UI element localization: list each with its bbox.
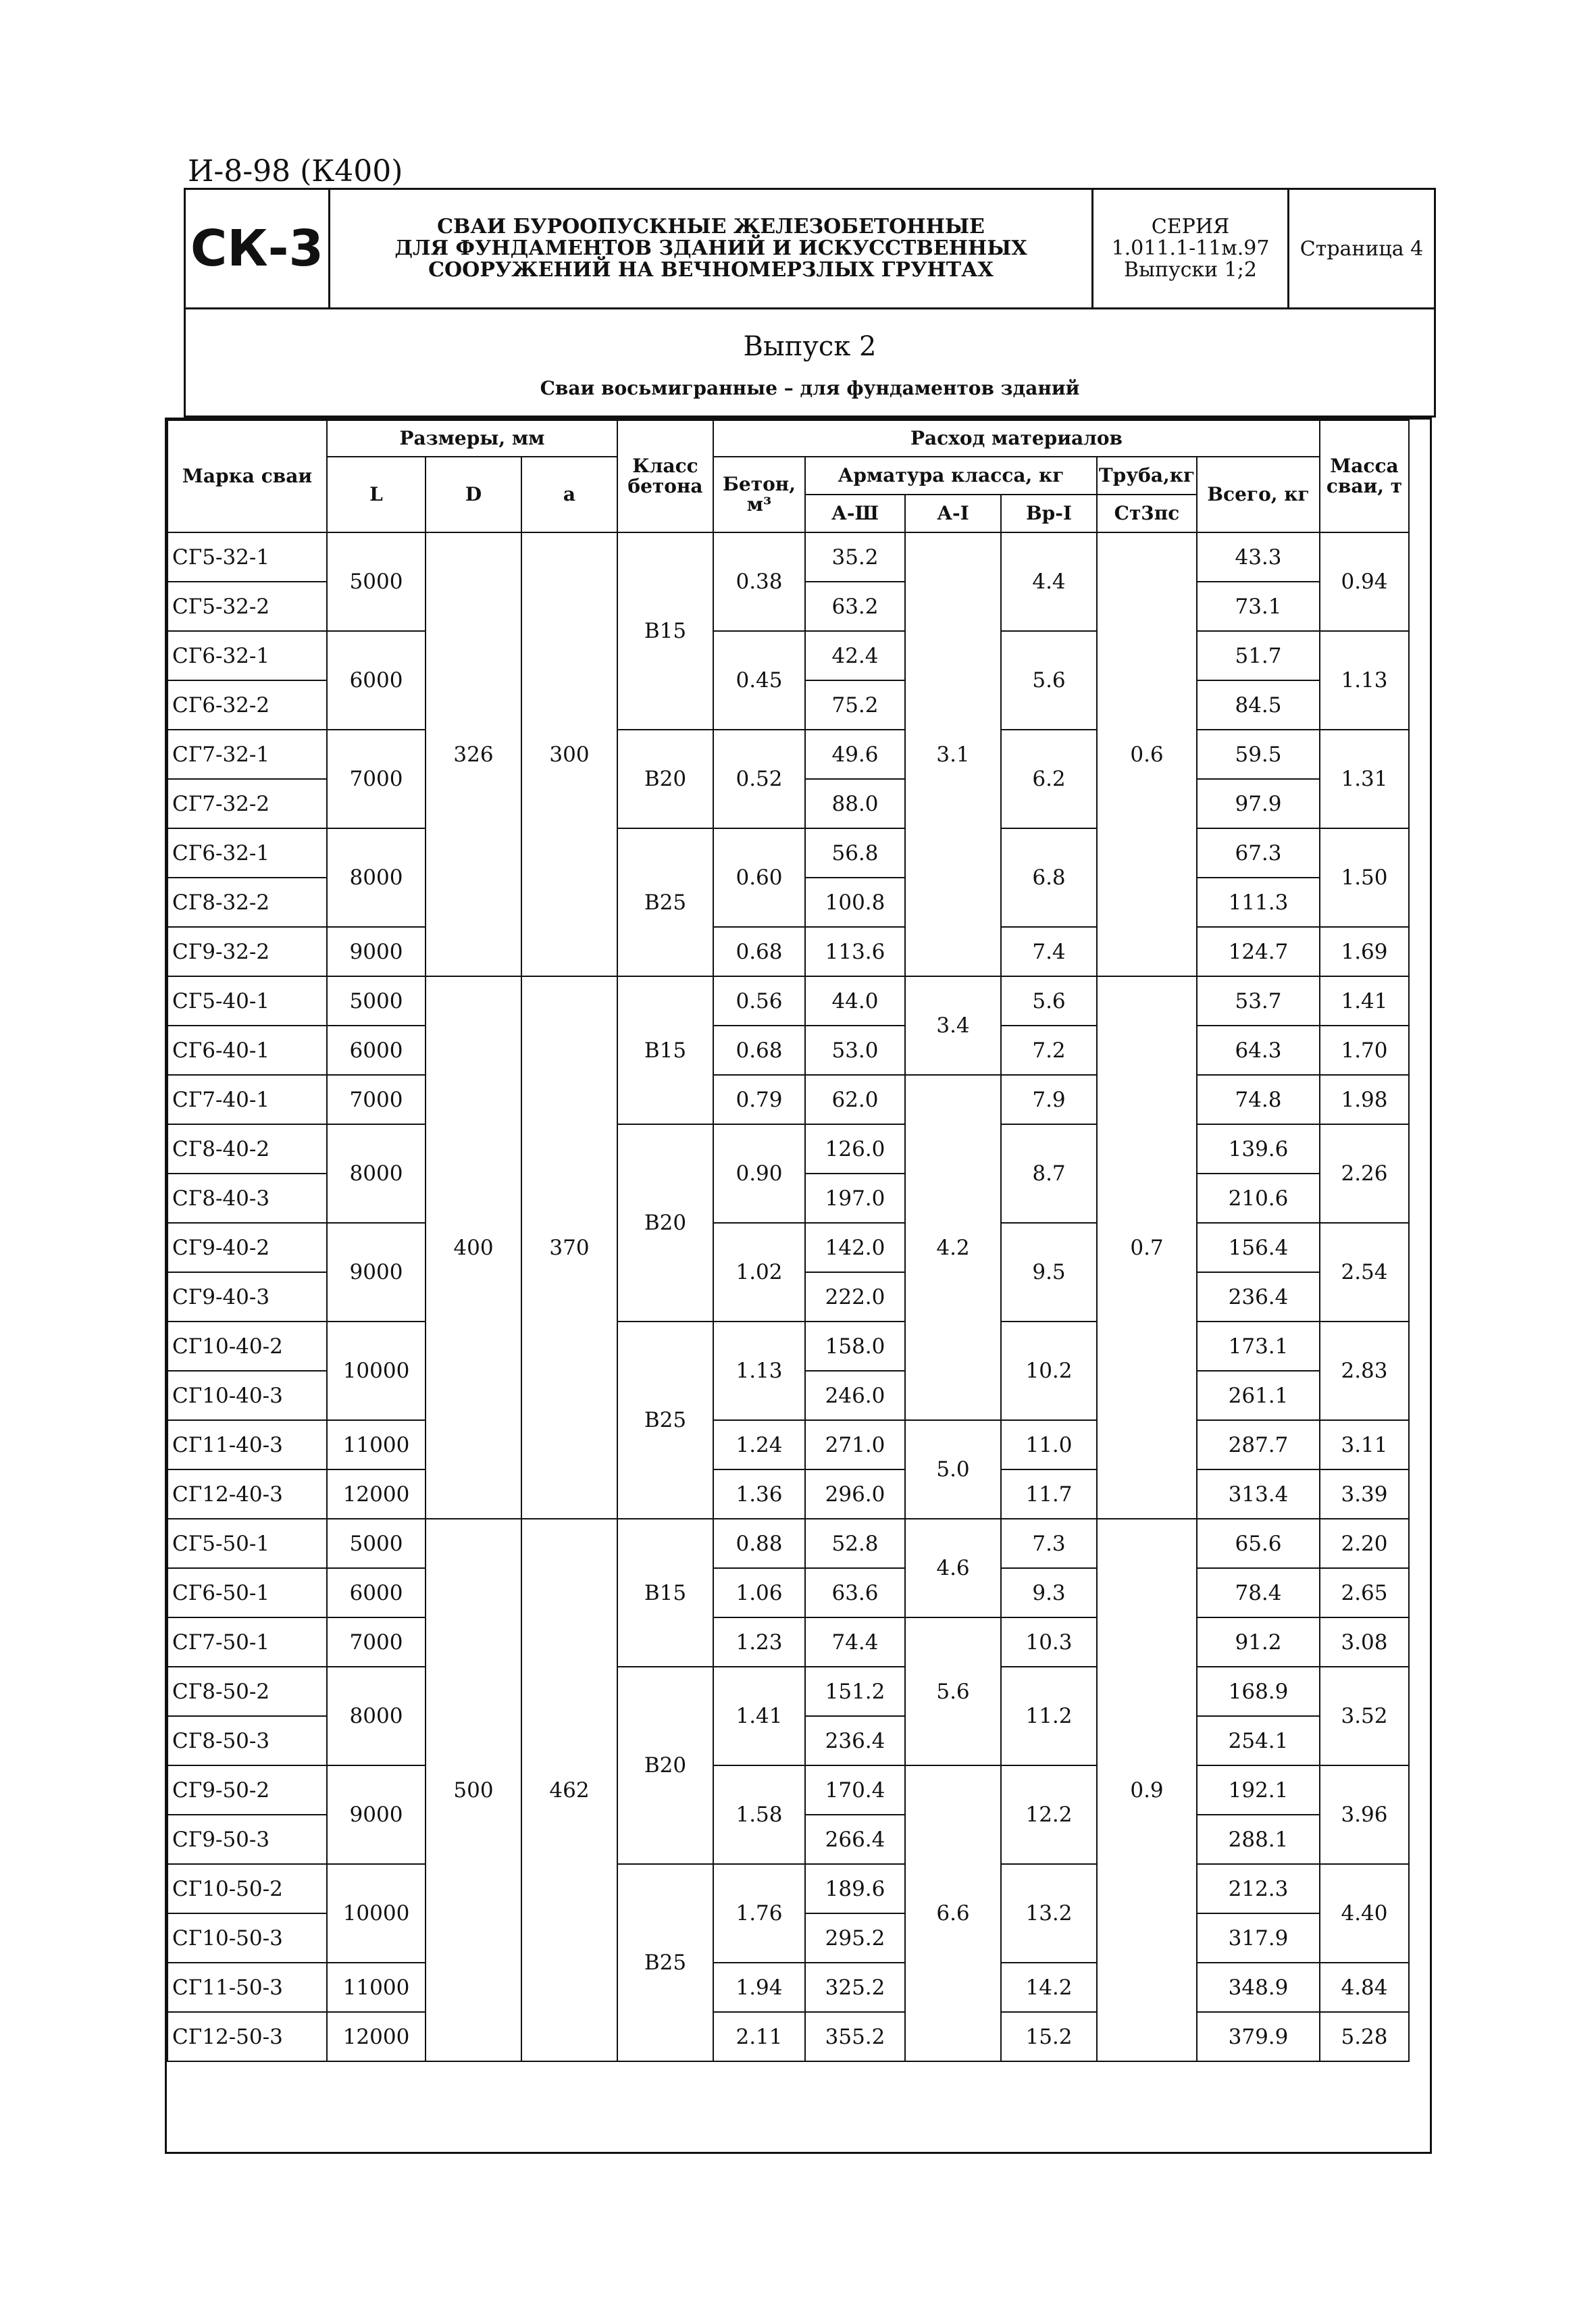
table-frame [165, 418, 1432, 2154]
table-cell: 53.7 [1197, 976, 1320, 1026]
table-cell: 3.11 [1320, 1420, 1409, 1469]
table-cell: 0.52 [713, 730, 805, 828]
table-cell: СГ9-50-2 [168, 1765, 327, 1815]
table-cell: 3.4 [905, 976, 1001, 1075]
table-cell: СГ7-40-1 [168, 1075, 327, 1124]
table-cell: СГ9-40-3 [168, 1272, 327, 1322]
table-cell: В25 [617, 828, 713, 976]
table-cell: 197.0 [805, 1174, 905, 1223]
col-d: D [426, 457, 521, 532]
table-cell: 0.56 [713, 976, 805, 1026]
col-a1: А-I [905, 495, 1001, 532]
table-cell: В15 [617, 532, 713, 730]
table-cell: 10.2 [1001, 1322, 1097, 1420]
table-cell: 12000 [327, 1469, 426, 1519]
table-cell: 2.65 [1320, 1568, 1409, 1617]
table-cell: 6000 [327, 1568, 426, 1617]
table-cell: 266.4 [805, 1815, 905, 1864]
table-cell: 88.0 [805, 779, 905, 828]
title-line: ДЛЯ ФУНДАМЕНТОВ ЗДАНИЙ И ИСКУССТВЕННЫХ [394, 236, 1027, 260]
table-cell: 5.6 [1001, 631, 1097, 730]
table-cell: 7.3 [1001, 1519, 1097, 1568]
table-cell: 1.36 [713, 1469, 805, 1519]
table-cell: 12000 [327, 2012, 426, 2061]
table-cell: 189.6 [805, 1864, 905, 1913]
table-cell: 192.1 [1197, 1765, 1320, 1815]
table-cell: 8000 [327, 1124, 426, 1223]
table-cell: 2.11 [713, 2012, 805, 2061]
table-cell: СГ9-50-3 [168, 1815, 327, 1864]
table-cell: В20 [617, 730, 713, 828]
table-cell: 2.83 [1320, 1322, 1409, 1420]
table-cell: 0.60 [713, 828, 805, 927]
table-cell: 1.23 [713, 1617, 805, 1667]
table-cell: 6.2 [1001, 730, 1097, 828]
table-cell: 3.96 [1320, 1765, 1409, 1864]
table-cell: 44.0 [805, 976, 905, 1026]
table-cell: 100.8 [805, 878, 905, 927]
table-cell: СГ10-50-2 [168, 1864, 327, 1913]
table-cell: 11000 [327, 1420, 426, 1469]
table-cell: 0.38 [713, 532, 805, 631]
table-cell: 5.28 [1320, 2012, 1409, 2061]
table-cell: 53.0 [805, 1026, 905, 1075]
table-cell: СГ7-50-1 [168, 1617, 327, 1667]
col-l: L [327, 457, 426, 532]
table-cell: СГ7-32-2 [168, 779, 327, 828]
table-cell: 5000 [327, 532, 426, 631]
table-cell: 2.54 [1320, 1223, 1409, 1322]
table-cell: 288.1 [1197, 1815, 1320, 1864]
table-cell: 124.7 [1197, 927, 1320, 976]
table-cell: 35.2 [805, 532, 905, 582]
table-cell: СГ6-32-2 [168, 680, 327, 730]
table-cell: 5.6 [1001, 976, 1097, 1026]
table-cell: 355.2 [805, 2012, 905, 2061]
table-cell: 1.70 [1320, 1026, 1409, 1075]
table-cell: 8.7 [1001, 1124, 1097, 1223]
table-cell: СГ11-40-3 [168, 1420, 327, 1469]
table-cell: СГ6-32-1 [168, 828, 327, 878]
table-cell: 64.3 [1197, 1026, 1320, 1075]
table-cell: 0.7 [1097, 976, 1197, 1519]
table-cell: В25 [617, 1864, 713, 2061]
table-cell: 3.1 [905, 532, 1001, 976]
table-cell: 7.4 [1001, 927, 1097, 976]
table-cell: 212.3 [1197, 1864, 1320, 1913]
table-cell: 158.0 [805, 1322, 905, 1371]
table-cell: 7.2 [1001, 1026, 1097, 1075]
table-cell: 5.6 [905, 1617, 1001, 1765]
table-cell: 51.7 [1197, 631, 1320, 680]
table-cell: СГ6-32-1 [168, 631, 327, 680]
table-cell: 63.6 [805, 1568, 905, 1617]
document-code: И-8-98 (К400) [188, 154, 403, 188]
table-cell: 10.3 [1001, 1617, 1097, 1667]
table-cell: СГ8-40-3 [168, 1174, 327, 1223]
table-cell: СГ8-50-2 [168, 1667, 327, 1716]
table-cell: 0.68 [713, 927, 805, 976]
table-cell: 313.4 [1197, 1469, 1320, 1519]
table-cell: 59.5 [1197, 730, 1320, 779]
col-mark: Марка сваи [168, 420, 327, 532]
table-cell: 8000 [327, 828, 426, 927]
table-cell: 8000 [327, 1667, 426, 1765]
table-cell: 113.6 [805, 927, 905, 976]
table-cell: 9.5 [1001, 1223, 1097, 1322]
col-dimensions: Размеры, мм [327, 420, 617, 457]
col-consumption: Расход материалов [713, 420, 1320, 457]
table-cell: 1.13 [713, 1322, 805, 1420]
table-cell: СГ5-32-2 [168, 582, 327, 631]
table-cell: В15 [617, 1519, 713, 1667]
table-cell: 325.2 [805, 1963, 905, 2012]
table-cell: 52.8 [805, 1519, 905, 1568]
table-cell: 9000 [327, 927, 426, 976]
table-cell: 97.9 [1197, 779, 1320, 828]
table-cell: 42.4 [805, 631, 905, 680]
table-cell: СГ9-32-2 [168, 927, 327, 976]
col-vr1: Вр-I [1001, 495, 1097, 532]
col-mass: Масса сваи, т [1320, 420, 1409, 532]
table-cell: 246.0 [805, 1371, 905, 1420]
table-cell: 261.1 [1197, 1371, 1320, 1420]
table-cell: 1.98 [1320, 1075, 1409, 1124]
table-cell: 500 [426, 1519, 521, 2061]
table-cell: 0.79 [713, 1075, 805, 1124]
table-cell: 2.26 [1320, 1124, 1409, 1223]
issue-subtitle: Сваи восьмигранные – для фундаментов зданий [540, 377, 1080, 399]
table-cell: СГ8-50-3 [168, 1716, 327, 1765]
col-a: a [521, 457, 617, 532]
table-cell: 379.9 [1197, 2012, 1320, 2061]
table-cell: 300 [521, 532, 617, 976]
table-cell: 370 [521, 976, 617, 1519]
col-concrete-class: Класс бетона [617, 420, 713, 532]
table-cell: СГ5-50-1 [168, 1519, 327, 1568]
page-number: Страница 4 [1299, 236, 1424, 261]
table-cell: 236.4 [805, 1716, 905, 1765]
table-cell: 13.2 [1001, 1864, 1097, 1963]
table-cell: 5.0 [905, 1420, 1001, 1519]
table-cell: 10000 [327, 1864, 426, 1963]
table-cell: 236.4 [1197, 1272, 1320, 1322]
table-cell: 7000 [327, 1075, 426, 1124]
table-cell: 210.6 [1197, 1174, 1320, 1223]
table-cell: 1.50 [1320, 828, 1409, 927]
table-cell: 11.2 [1001, 1667, 1097, 1765]
table-cell: 7000 [327, 1617, 426, 1667]
table-cell: 4.6 [905, 1519, 1001, 1617]
piles-table [167, 420, 1410, 2062]
table-cell: 5000 [327, 1519, 426, 1568]
table-cell: 12.2 [1001, 1765, 1097, 1864]
table-cell: СГ5-40-1 [168, 976, 327, 1026]
issue-block [184, 309, 1436, 418]
table-cell: В25 [617, 1322, 713, 1519]
col-total: Всего, кг [1197, 457, 1320, 532]
table-cell: 7000 [327, 730, 426, 828]
table-cell: 9000 [327, 1223, 426, 1322]
table-cell: 1.13 [1320, 631, 1409, 730]
table-cell: В15 [617, 976, 713, 1124]
table-cell: 11000 [327, 1963, 426, 2012]
table-cell: 6000 [327, 1026, 426, 1075]
series-line: Выпуски 1;2 [1124, 258, 1257, 282]
table-cell: 14.2 [1001, 1963, 1097, 2012]
table-cell: 1.24 [713, 1420, 805, 1469]
table-cell: 139.6 [1197, 1124, 1320, 1174]
table-cell: СГ10-40-2 [168, 1322, 327, 1371]
table-cell: 11.7 [1001, 1469, 1097, 1519]
issue-number: Выпуск 2 [743, 331, 877, 362]
table-cell: 84.5 [1197, 680, 1320, 730]
table-cell: 63.2 [805, 582, 905, 631]
table-cell: 0.9 [1097, 1519, 1197, 2061]
table-cell: 43.3 [1197, 532, 1320, 582]
table-cell: 1.02 [713, 1223, 805, 1322]
table-cell: 254.1 [1197, 1716, 1320, 1765]
table-cell: 2.20 [1320, 1519, 1409, 1568]
table-cell: 56.8 [805, 828, 905, 878]
table-cell: 151.2 [805, 1667, 905, 1716]
series-block [1093, 190, 1289, 307]
table-cell: СГ12-50-3 [168, 2012, 327, 2061]
table-cell: 295.2 [805, 1913, 905, 1963]
table-cell: 111.3 [1197, 878, 1320, 927]
table-cell: 9000 [327, 1765, 426, 1864]
table-cell: 287.7 [1197, 1420, 1320, 1469]
table-cell: 1.41 [713, 1667, 805, 1765]
table-cell: 1.69 [1320, 927, 1409, 976]
table-cell: СГ10-50-3 [168, 1913, 327, 1963]
table-cell: 11.0 [1001, 1420, 1097, 1469]
table-cell: 10000 [327, 1322, 426, 1420]
col-a3: А-Ш [805, 495, 905, 532]
table-cell: 326 [426, 532, 521, 976]
table-cell: 0.68 [713, 1026, 805, 1075]
table-cell: СГ6-40-1 [168, 1026, 327, 1075]
table-cell: 75.2 [805, 680, 905, 730]
table-cell: 65.6 [1197, 1519, 1320, 1568]
col-pipe: Труба,кг [1097, 457, 1197, 495]
table-cell: В20 [617, 1124, 713, 1322]
table-cell: СГ12-40-3 [168, 1469, 327, 1519]
table-cell: 73.1 [1197, 582, 1320, 631]
table-cell: 173.1 [1197, 1322, 1320, 1371]
table-cell: 317.9 [1197, 1913, 1320, 1963]
table-cell: 9.3 [1001, 1568, 1097, 1617]
table-cell: 1.41 [1320, 976, 1409, 1026]
title-line: СВАИ БУРООПУСКНЫЕ ЖЕЛЕЗОБЕТОННЫЕ [437, 215, 985, 238]
table-cell: 6000 [327, 631, 426, 730]
series-line: СЕРИЯ [1151, 215, 1230, 238]
col-concrete: Бетон, м³ [713, 457, 805, 532]
table-cell: 126.0 [805, 1124, 905, 1174]
title-block [184, 188, 1436, 309]
table-cell: 400 [426, 976, 521, 1519]
table-cell: 67.3 [1197, 828, 1320, 878]
title-line: СООРУЖЕНИЙ НА ВЕЧНОМЕРЗЛЫХ ГРУНТАХ [428, 258, 994, 282]
table-cell: СГ11-50-3 [168, 1963, 327, 2012]
table-cell: 91.2 [1197, 1617, 1320, 1667]
table-cell: 5000 [327, 976, 426, 1026]
table-cell: 1.06 [713, 1568, 805, 1617]
table-cell: 3.08 [1320, 1617, 1409, 1667]
table-cell: СГ5-32-1 [168, 532, 327, 582]
table-cell: 1.31 [1320, 730, 1409, 828]
table-cell: 142.0 [805, 1223, 905, 1272]
table-cell: 49.6 [805, 730, 905, 779]
sheet-code: СК-3 [186, 190, 330, 307]
table-cell: 296.0 [805, 1469, 905, 1519]
table-cell: В20 [617, 1667, 713, 1864]
table-cell: СГ9-40-2 [168, 1223, 327, 1272]
table-cell: 0.90 [713, 1124, 805, 1223]
table-cell: 15.2 [1001, 2012, 1097, 2061]
table-cell: 4.40 [1320, 1864, 1409, 1963]
col-st3ps: Ст3пс [1097, 495, 1197, 532]
table-cell: 1.94 [713, 1963, 805, 2012]
table-cell: 62.0 [805, 1075, 905, 1124]
table-cell: 74.4 [805, 1617, 905, 1667]
table-cell: 168.9 [1197, 1667, 1320, 1716]
col-rebar: Арматура класса, кг [805, 457, 1097, 495]
table-cell: СГ6-50-1 [168, 1568, 327, 1617]
table-cell: 156.4 [1197, 1223, 1320, 1272]
table-cell: 3.52 [1320, 1667, 1409, 1765]
table-cell: 6.6 [905, 1765, 1001, 2061]
table-cell: 462 [521, 1519, 617, 2061]
table-cell: СГ8-40-2 [168, 1124, 327, 1174]
table-cell: 3.39 [1320, 1469, 1409, 1519]
table-cell: 348.9 [1197, 1963, 1320, 2012]
table-cell: 6.8 [1001, 828, 1097, 927]
series-line: 1.011.1-11м.97 [1111, 236, 1270, 260]
table-cell: 0.88 [713, 1519, 805, 1568]
table-cell: 0.45 [713, 631, 805, 730]
table-cell: 4.4 [1001, 532, 1097, 631]
table-cell: СГ8-32-2 [168, 878, 327, 927]
table-cell: СГ7-32-1 [168, 730, 327, 779]
table-cell: 78.4 [1197, 1568, 1320, 1617]
table-cell: 222.0 [805, 1272, 905, 1322]
table-cell: 0.6 [1097, 532, 1197, 976]
table-cell: 1.76 [713, 1864, 805, 1963]
table-cell: 170.4 [805, 1765, 905, 1815]
sheet-title [330, 190, 1093, 307]
table-cell: 7.9 [1001, 1075, 1097, 1124]
table-cell: 0.94 [1320, 532, 1409, 631]
table-cell: СГ10-40-3 [168, 1371, 327, 1420]
table-cell: 4.2 [905, 1075, 1001, 1420]
table-cell: 1.58 [713, 1765, 805, 1864]
table-cell: 271.0 [805, 1420, 905, 1469]
table-cell: 4.84 [1320, 1963, 1409, 2012]
table-cell: 74.8 [1197, 1075, 1320, 1124]
